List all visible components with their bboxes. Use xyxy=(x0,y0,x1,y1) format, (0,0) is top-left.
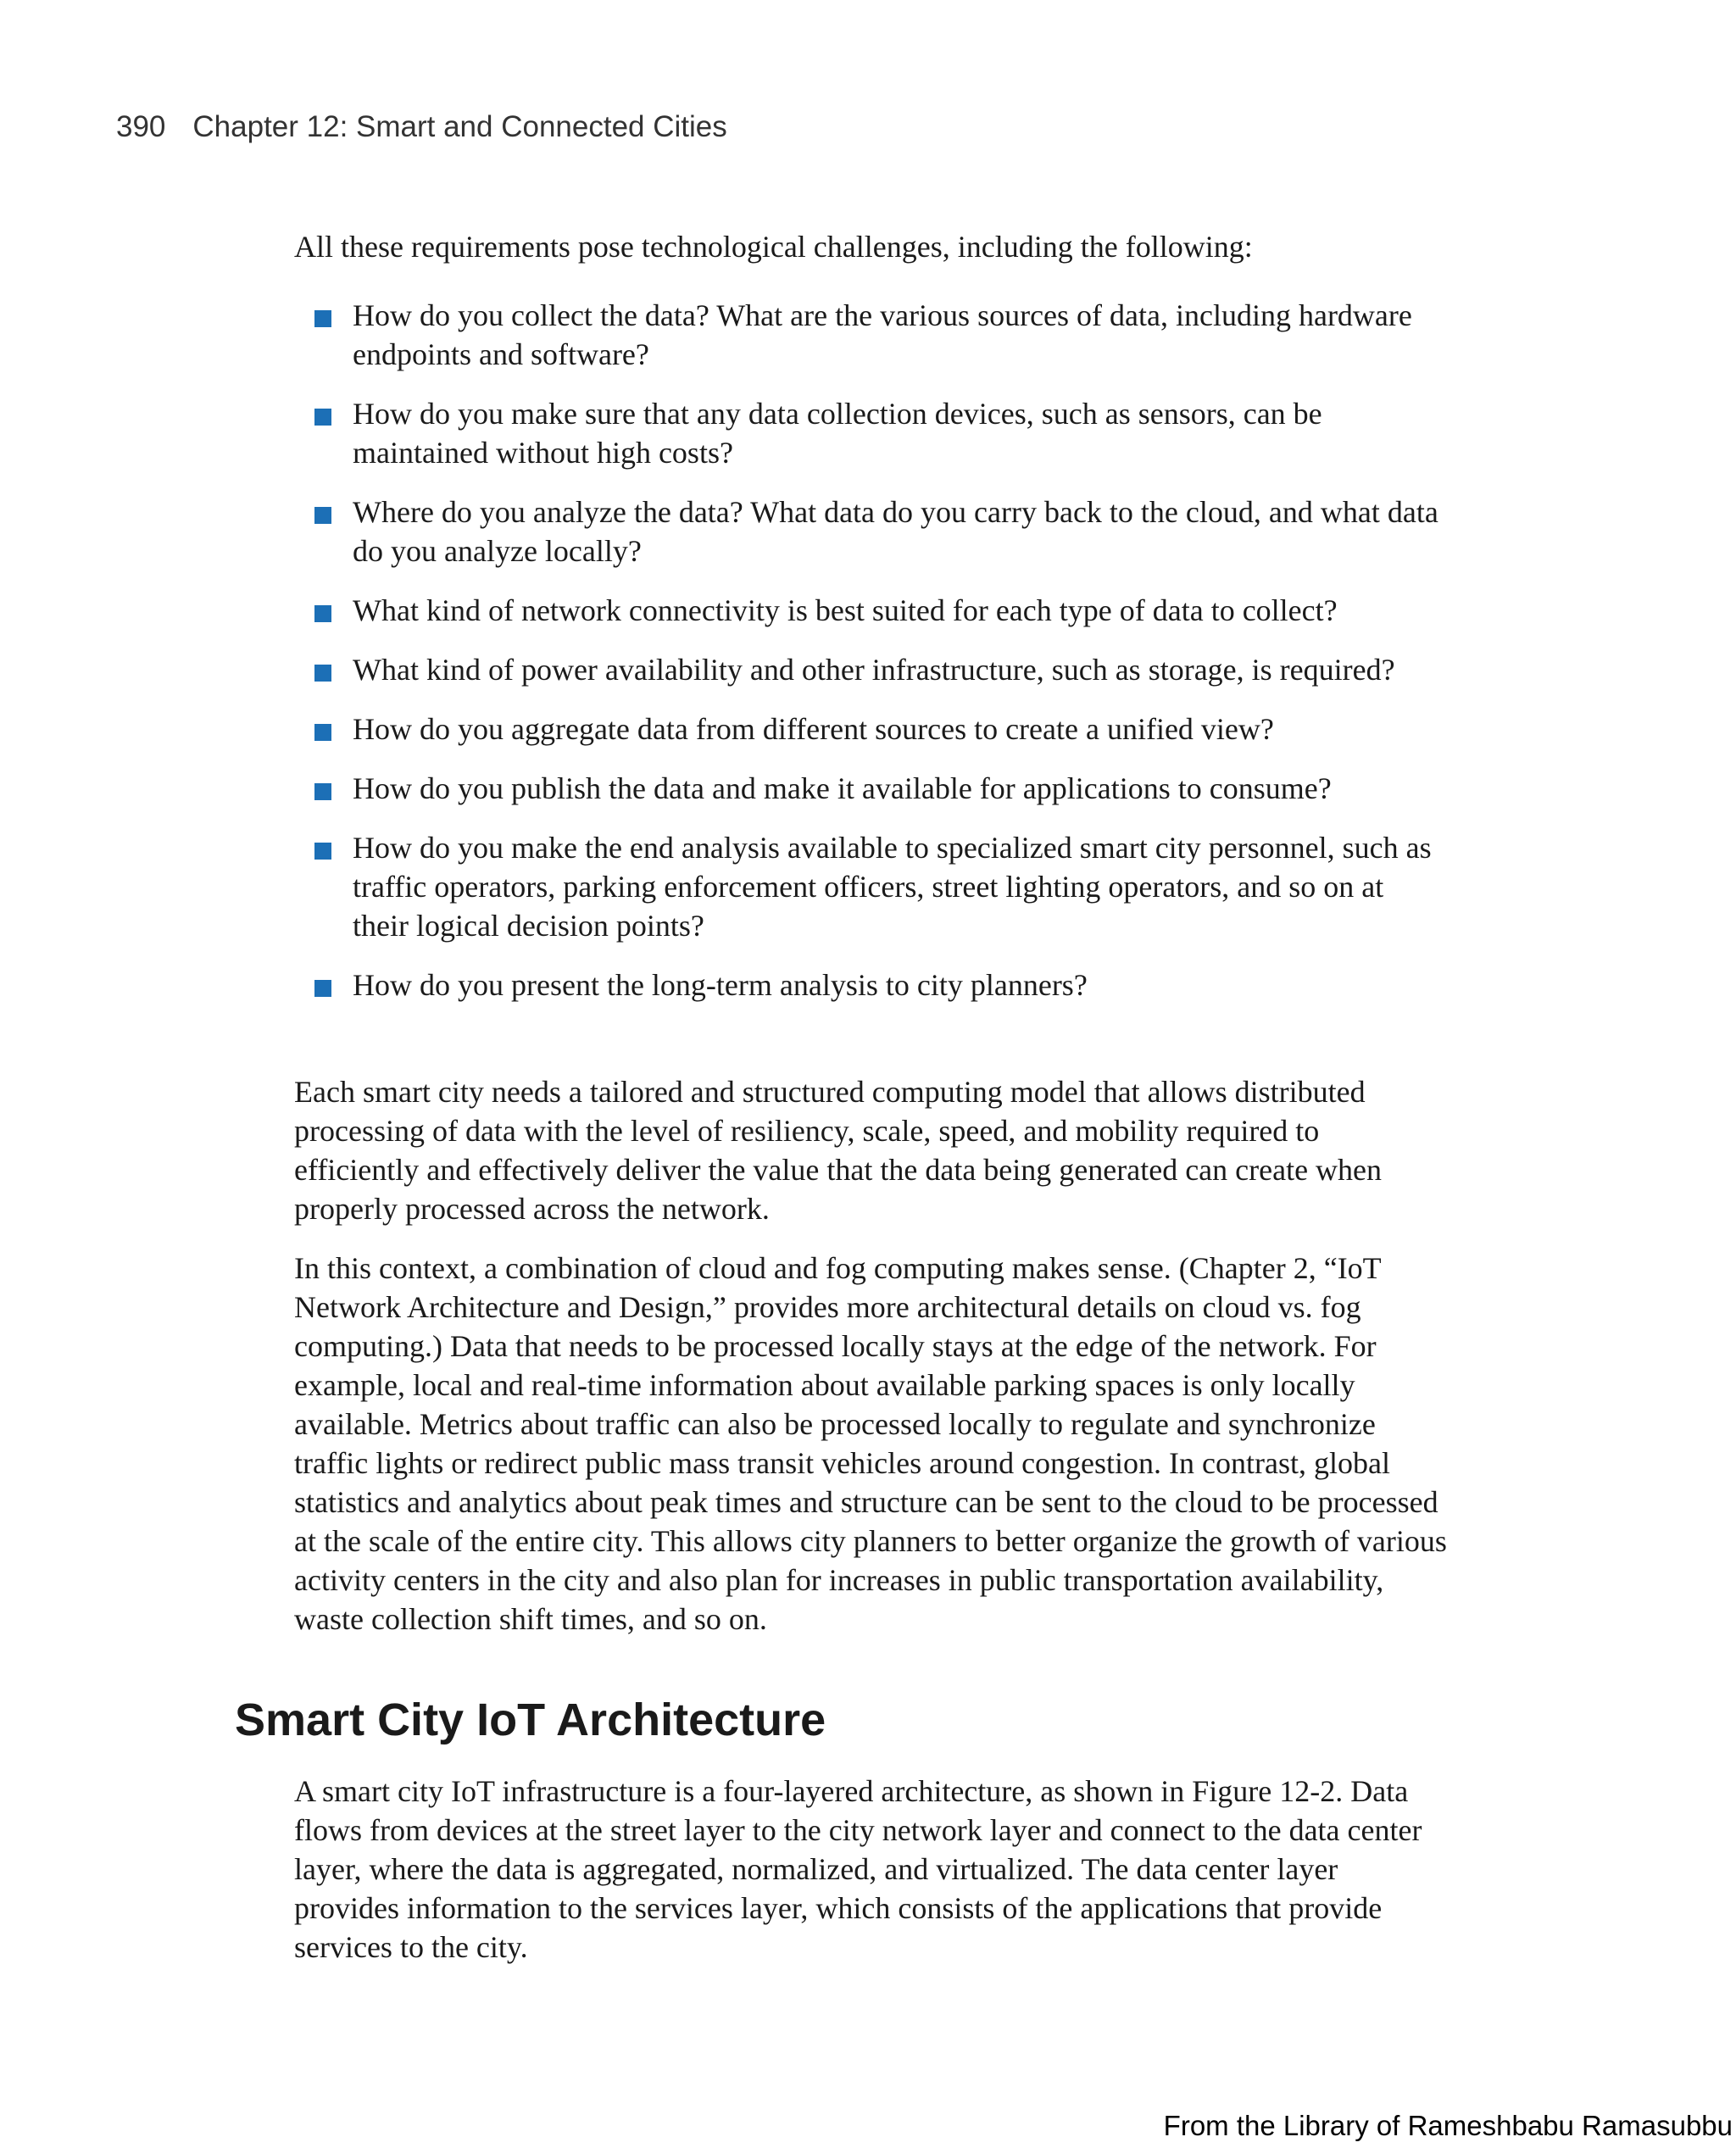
list-item-text: How do you collect the data? What are the various sources of data, including hardware endpoints and software? xyxy=(353,298,1412,371)
list-item xyxy=(294,492,1447,570)
list-item-text: How do you make sure that any data collection devices, such as sensors, can be maintained without high costs? xyxy=(353,397,1322,470)
architecture-paragraph: A smart city IoT infrastructure is a four-layered architecture, as shown in Figure 12-2. Data flows from devices at the street layer to the city network layer and connect to the data center layer, where the data is aggregated, normalized, and virtualized. The data center layer provides information to the services layer, which consists of the applications that provide services to the city. xyxy=(294,1774,1422,1964)
list-item-text: How do you present the long-term analysis to city planners? xyxy=(353,968,1088,1002)
chapter-title: Chapter 12: Smart and Connected Cities xyxy=(192,110,727,143)
list-item-text: What kind of power availability and other infrastructure, such as storage, is required? xyxy=(353,653,1395,687)
list-item xyxy=(294,965,1447,1004)
list-item-text: How do you make the end analysis available to specialized smart city personnel, such as traffic operators, parking enforcement officers, street lighting operators, and so on at their logical decision points? xyxy=(353,831,1432,943)
running-header xyxy=(116,110,727,144)
list-item-text: How do you publish the data and make it available for applications to consume? xyxy=(353,771,1332,805)
list-item-text: How do you aggregate data from different sources to create a unified view? xyxy=(353,712,1274,746)
list-item xyxy=(294,828,1447,945)
challenges-list xyxy=(294,296,1447,1025)
list-item xyxy=(294,650,1447,689)
list-item xyxy=(294,296,1447,374)
bullet-square-icon xyxy=(314,409,331,426)
computing-model-paragraph: Each smart city needs a tailored and structured computing model that allows distributed processing of data with the level of resiliency, scale, speed, and mobility required to efficiently and effectively deliver the value that the data being generated can create when properly processed across the network. xyxy=(294,1075,1383,1226)
list-item-text: What kind of network connectivity is best suited for each type of data to collect? xyxy=(353,593,1338,627)
page-number: 390 xyxy=(116,110,166,143)
bullet-square-icon xyxy=(314,310,331,327)
bullet-square-icon xyxy=(314,605,331,622)
bullet-square-icon xyxy=(314,980,331,997)
library-watermark: From the Library of Rameshbabu Ramasubbu xyxy=(1163,2110,1733,2141)
bullet-square-icon xyxy=(314,783,331,800)
list-item-text: Where do you analyze the data? What data do you carry back to the cloud, and what data do you analyze locally? xyxy=(353,495,1438,568)
section-heading: Smart City IoT Architecture xyxy=(235,1694,826,1745)
list-item xyxy=(294,591,1447,630)
intro-paragraph: All these requirements pose technological challenges, including the following: xyxy=(294,230,1253,264)
cloud-fog-paragraph: In this context, a combination of cloud and fog computing makes sense. (Chapter 2, “IoT Network Architecture and Design,” provides more architectural details on cloud vs. fog computing.) Data that needs to be processed locally stays at the edge of the network. For example, local and real-time information about available parking spaces is only locally available. Metrics about traffic can also be processed locally to regulate and synchronize traffic lights or redirect public mass transit vehicles around congestion. In contrast, global statistics and analytics about peak times and structure can be sent to the cloud to be processed at the scale of the entire city. This allows city planners to better organize the growth of various activity centers in the city and also plan for increases in public transportation availability, waste collection shift times, and so on. xyxy=(294,1251,1447,1636)
bullet-square-icon xyxy=(314,724,331,741)
bullet-square-icon xyxy=(314,843,331,860)
list-item xyxy=(294,710,1447,748)
bullet-square-icon xyxy=(314,507,331,524)
bullet-square-icon xyxy=(314,665,331,682)
list-item xyxy=(294,769,1447,808)
list-item xyxy=(294,394,1447,472)
